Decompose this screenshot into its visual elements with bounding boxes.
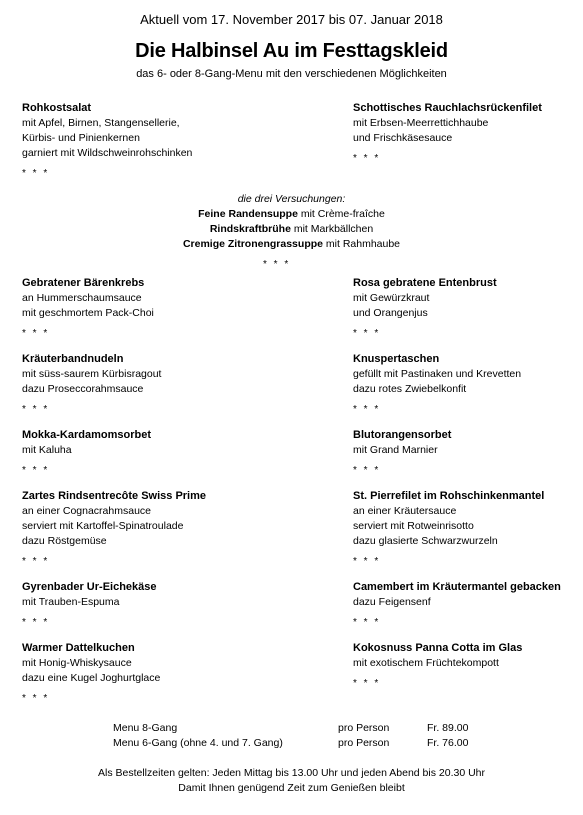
dish-left-6 xyxy=(22,580,157,610)
dish-line: mit süss-saurem Kürbisragout xyxy=(22,368,162,380)
dish-name: Camembert im Kräutermantel gebacken xyxy=(353,581,561,593)
dish-name: Gyrenbader Ur-Eichekäse xyxy=(22,581,157,593)
separator-stars: * * * xyxy=(22,168,50,179)
soup-name: Cremige Zitronengrassuppe xyxy=(182,238,323,250)
dish-line: serviert mit Kartoffel-Spinatroulade xyxy=(22,520,184,532)
separator-stars: * * * xyxy=(22,465,50,476)
dish-line: an einer Kräutersauce xyxy=(353,505,457,517)
dish-name: Zartes Rindsentrecôte Swiss Prime xyxy=(22,490,207,502)
dish-right-2 xyxy=(353,276,497,321)
dish-line: mit Gewürzkraut xyxy=(353,292,430,304)
dish-line: garniert mit Wildschweinrohschinken xyxy=(22,147,193,159)
dish-name: Mokka-Kardamomsorbet xyxy=(22,429,151,441)
dish-name: Warmer Dattelkuchen xyxy=(22,642,135,654)
dish-line: mit exotischem Früchtekompott xyxy=(353,657,499,669)
dish-line: dazu glasierte Schwarzwurzeln xyxy=(353,535,498,547)
soup-item xyxy=(0,222,583,237)
separator-stars: * * * xyxy=(353,328,381,339)
dish-line: mit Trauben-Espuma xyxy=(22,596,120,608)
dish-line: und Orangenjus xyxy=(353,307,428,319)
price-per-label: pro Person xyxy=(338,737,390,749)
dish-name: Kokosnuss Panna Cotta im Glas xyxy=(353,642,523,654)
dish-name: Blutorangensorbet xyxy=(353,429,452,441)
separator-stars: * * * xyxy=(22,617,50,628)
price-menu-label: Menu 8-Gang xyxy=(113,722,178,734)
dish-line: mit Kaluha xyxy=(22,444,72,456)
soup-item xyxy=(0,207,583,222)
soup-desc: mit Rahmhaube xyxy=(322,238,401,250)
soup-desc: mit Markbällchen xyxy=(290,223,374,235)
dish-name: Schottisches Rauchlachsrückenfilet xyxy=(353,102,542,114)
separator-stars: * * * xyxy=(22,556,50,567)
dish-right-3 xyxy=(353,352,521,397)
dish-left-4 xyxy=(22,428,151,458)
dish-line: an einer Cognacrahmsauce xyxy=(22,505,151,517)
price-menu-label: Menu 6-Gang (ohne 4. und 7. Gang) xyxy=(113,737,283,749)
versuchungen-intro: die drei Versuchungen: xyxy=(237,193,346,205)
dish-line: mit Honig-Whiskysauce xyxy=(22,657,132,669)
soup-desc: mit Crème-fraîche xyxy=(297,208,385,220)
soup-item xyxy=(0,237,583,252)
separator-stars: * * * xyxy=(353,678,381,689)
dish-line: mit Apfel, Birnen, Stangensellerie, xyxy=(22,117,180,129)
separator-stars: * * * xyxy=(263,259,291,270)
price-value: Fr. 76.00 xyxy=(427,737,469,749)
separator-stars: * * * xyxy=(22,328,50,339)
dish-right-7 xyxy=(353,641,522,671)
separator-stars: * * * xyxy=(353,556,381,567)
dish-name: Kräuterbandnudeln xyxy=(22,353,124,365)
separator-stars: * * * xyxy=(353,465,381,476)
dish-right-1 xyxy=(353,101,542,146)
separator-stars: * * * xyxy=(353,153,381,164)
dish-line: und Frischkäsesauce xyxy=(353,132,453,144)
dish-line: mit Grand Marnier xyxy=(353,444,438,456)
dish-line: mit Erbsen-Meerrettichhaube xyxy=(353,117,489,129)
separator-stars: * * * xyxy=(22,693,50,704)
dish-right-5 xyxy=(353,489,544,549)
dish-name: Rosa gebratene Entenbrust xyxy=(353,277,497,289)
dish-right-6 xyxy=(353,580,561,610)
separator-stars: * * * xyxy=(22,404,50,415)
dish-name: St. Pierrefilet im Rohschinkenmantel xyxy=(353,490,545,502)
order-times-note xyxy=(0,766,583,796)
menu-subtitle: das 6- oder 8-Gang-Menu mit den verschiedenen Möglichkeiten xyxy=(136,68,447,80)
dish-line: dazu Proseccorahmsauce xyxy=(22,383,144,395)
dish-line: an Hummerschaumsauce xyxy=(22,292,142,304)
footer-line: Damit Ihnen genügend Zeit zum Genießen bleibt xyxy=(178,782,405,794)
dish-line: dazu rotes Zwiebelkonfit xyxy=(353,383,467,395)
dish-name: Knuspertaschen xyxy=(353,353,440,365)
versuchungen-section xyxy=(0,192,583,252)
dish-line: mit geschmortem Pack-Choi xyxy=(22,307,154,319)
dish-line: Kürbis- und Pinienkernen xyxy=(22,132,140,144)
price-value: Fr. 89.00 xyxy=(427,722,469,734)
menu-period: Aktuell vom 17. November 2017 bis 07. Januar 2018 xyxy=(140,12,443,27)
footer-line: Als Bestellzeiten gelten: Jeden Mittag bis 13.00 Uhr und jeden Abend bis 20.30 Uhr xyxy=(98,767,485,779)
menu-title: Die Halbinsel Au im Festtagskleid xyxy=(135,40,448,62)
dish-line: dazu Feigensenf xyxy=(353,596,431,608)
dish-right-4 xyxy=(353,428,451,458)
dish-left-1 xyxy=(22,101,192,161)
dish-line: dazu Röstgemüse xyxy=(22,535,107,547)
dish-line: gefüllt mit Pastinaken und Krevetten xyxy=(353,368,522,380)
dish-line: dazu eine Kugel Joghurtglace xyxy=(22,672,161,684)
soup-name: Feine Randensuppe xyxy=(198,208,298,220)
dish-left-7 xyxy=(22,641,160,686)
dish-left-5 xyxy=(22,489,206,549)
dish-line: serviert mit Rotweinrisotto xyxy=(353,520,474,532)
price-per-label: pro Person xyxy=(338,722,390,734)
dish-left-2 xyxy=(22,276,154,321)
separator-stars: * * * xyxy=(353,404,381,415)
separator-stars: * * * xyxy=(353,617,381,628)
dish-left-3 xyxy=(22,352,161,397)
soup-name: Rindskraftbrühe xyxy=(209,223,291,235)
dish-name: Gebratener Bärenkrebs xyxy=(22,277,145,289)
dish-name: Rohkostsalat xyxy=(22,102,92,114)
